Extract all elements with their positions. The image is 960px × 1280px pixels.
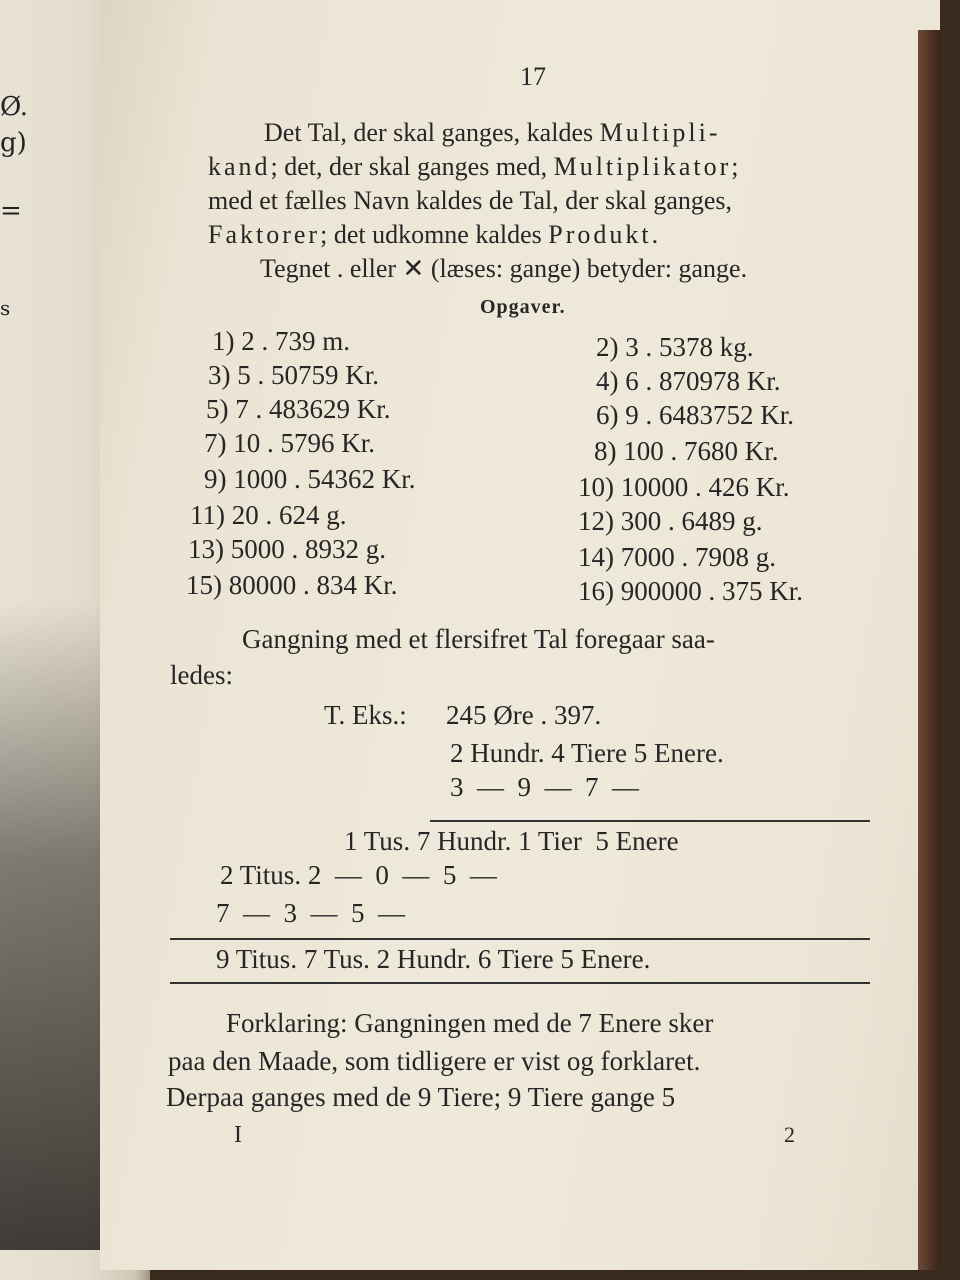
book-cover-edge bbox=[918, 30, 940, 1270]
exercise-item: 6) 9 . 6483752 Kr. bbox=[596, 400, 794, 430]
term-multiplikator: Multiplikator bbox=[553, 152, 732, 181]
exercise-item: 7) 10 . 5796 Kr. bbox=[204, 428, 375, 458]
example-row: 3 — 9 — 7 — bbox=[450, 772, 639, 802]
example-row: 7 — 3 — 5 — bbox=[216, 898, 405, 928]
exercise-item: 2) 3 . 5378 kg. bbox=[596, 332, 754, 362]
term-faktorer: Faktorer bbox=[208, 220, 321, 249]
gangning-line: ledes: bbox=[170, 660, 233, 690]
exercise-item: 3) 5 . 50759 Kr. bbox=[208, 360, 379, 390]
exercise-item: 10) 10000 . 426 Kr. bbox=[578, 472, 790, 502]
text-run: ; det udkomne kaldes bbox=[320, 220, 549, 249]
exercise-item: 15) 80000 . 834 Kr. bbox=[186, 570, 398, 600]
exercise-item: 9) 1000 . 54362 Kr. bbox=[204, 464, 416, 494]
book-page bbox=[100, 0, 940, 1270]
exercise-item: 11) 20 . 624 g. bbox=[190, 500, 347, 530]
text-run: Det Tal, der skal ganges, kaldes bbox=[264, 118, 600, 147]
signature-number: 2 bbox=[784, 1122, 795, 1147]
left-page-fragment: = bbox=[0, 196, 22, 226]
forklaring-line: paa den Maade, som tidligere er vist og forklaret. bbox=[168, 1046, 701, 1076]
signature-mark: I bbox=[234, 1122, 242, 1148]
term-multiplikand-end: kand bbox=[208, 152, 271, 181]
intro-paragraph bbox=[208, 116, 868, 286]
opgaver-heading: Opgaver. bbox=[480, 296, 566, 318]
left-page-fragment: s bbox=[0, 296, 11, 320]
exercise-item: 13) 5000 . 8932 g. bbox=[188, 534, 386, 564]
intro-line: Tegnet . eller ✕ (læses: gange) betyder: gange. bbox=[260, 254, 748, 283]
example-result: 9 Titus. 7 Tus. 2 Hundr. 6 Tiere 5 Enere. bbox=[216, 944, 651, 974]
forklaring-line: Forklaring: Gangningen med de 7 Enere sker bbox=[226, 1008, 714, 1038]
exercise-item: 4) 6 . 870978 Kr. bbox=[596, 366, 781, 396]
gangning-line: Gangning med et flersifret Tal foregaar saa- bbox=[242, 624, 715, 654]
sum-rule bbox=[170, 938, 870, 940]
example-row: 1 Tus. 7 Hundr. 1 Tier 5 Enere bbox=[344, 826, 679, 856]
exercise-item: 5) 7 . 483629 Kr. bbox=[206, 394, 391, 424]
exercise-item: 16) 900000 . 375 Kr. bbox=[578, 576, 803, 606]
sum-rule bbox=[430, 820, 870, 822]
example-row: 2 Hundr. 4 Tiere 5 Enere. bbox=[450, 738, 724, 768]
term-multiplikand: Multipli- bbox=[599, 118, 721, 147]
text-run: . bbox=[651, 220, 659, 249]
term-produkt: Produkt bbox=[548, 220, 652, 249]
example-expression: 245 Øre . 397. bbox=[446, 700, 602, 730]
text-run: ; det, der skal ganges med, bbox=[270, 152, 554, 181]
example-label: T. Eks.: bbox=[324, 700, 407, 730]
intro-line bbox=[208, 116, 868, 150]
page-number: 17 bbox=[520, 62, 546, 91]
sum-rule bbox=[170, 982, 870, 984]
text-run: ; bbox=[731, 152, 739, 181]
intro-line bbox=[208, 150, 868, 184]
left-page-fragment: Ø. bbox=[0, 92, 29, 122]
forklaring-line: Derpaa ganges med de 9 Tiere; 9 Tiere gange 5 bbox=[166, 1082, 676, 1112]
intro-line: med et fælles Navn kaldes de Tal, der skal ganges, bbox=[208, 186, 733, 215]
exercise-item: 14) 7000 . 7908 g. bbox=[578, 542, 776, 572]
example-row: 2 Titus. 2 — 0 — 5 — bbox=[220, 860, 497, 890]
intro-line bbox=[208, 218, 868, 252]
exercise-item: 12) 300 . 6489 g. bbox=[578, 506, 763, 536]
left-page-fragment: g) bbox=[0, 128, 27, 158]
exercise-item: 1) 2 . 739 m. bbox=[212, 326, 350, 356]
exercise-item: 8) 100 . 7680 Kr. bbox=[594, 436, 779, 466]
